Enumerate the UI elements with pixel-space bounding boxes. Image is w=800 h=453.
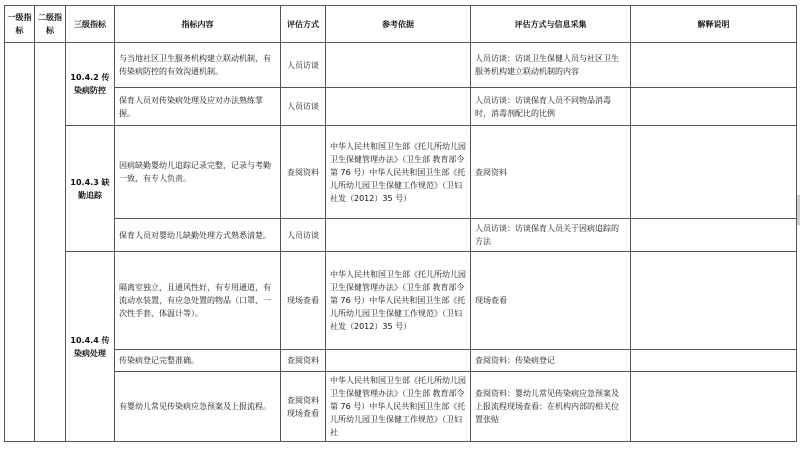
header-method: 评估方式 (281, 6, 326, 43)
content-cell: 隔离室独立，且通风性好，有专用通道，有流动水装置，有应急处置的物品（口罩、一次性手套、体温计等）。 (115, 252, 281, 350)
evaluation-table (4, 5, 797, 442)
content-cell: 保育人员对婴幼儿缺勤处理方式熟悉清楚。 (115, 219, 281, 252)
method-cell: 人员访谈 (281, 88, 326, 126)
explain-cell (631, 43, 797, 88)
content-cell: 有婴幼儿常见传染病应急预案及上报流程。 (115, 372, 281, 442)
basis-cell (326, 43, 471, 88)
table-row (5, 126, 797, 219)
basis-cell: 中华人民共和国卫生部《托儿所幼儿园卫生保健管理办法》（卫生部 教育部令第 76 号）中华人民共和国卫生部《托儿所幼儿园卫生保健工作规范》（卫妇社发（2012）35 号） (326, 252, 471, 350)
table-row (5, 372, 797, 442)
header-content: 指标内容 (115, 6, 281, 43)
explain-cell (631, 372, 797, 442)
collection-cell: 现场查看 (471, 252, 631, 350)
header-level3: 三级指标 (66, 6, 115, 43)
level1-cell (5, 43, 35, 442)
collection-cell: 查阅资料：婴幼儿常见传染病应急预案及上报流程现场查看：在机构内部的相关位置张贴 (471, 372, 631, 442)
collection-cell: 人员访谈：访谈保育人员不同物品消毒时，消毒剂配比的比例 (471, 88, 631, 126)
explain-cell (631, 350, 797, 372)
table-row (5, 43, 797, 88)
table-row (5, 350, 797, 372)
method-cell: 查阅资料 (281, 350, 326, 372)
table-row (5, 219, 797, 252)
explain-cell (631, 126, 797, 219)
level2-cell (35, 43, 66, 442)
table-row (5, 88, 797, 126)
content-cell: 因病缺勤婴幼儿追踪记录完整，记录与考勤一致，有专人负责。 (115, 126, 281, 219)
method-cell: 现场查看 (281, 252, 326, 350)
level3-cell: 10.4.4 传染病处理 (66, 252, 115, 442)
explain-cell (631, 252, 797, 350)
method-cell: 查阅资料 (281, 126, 326, 219)
collection-cell: 人员访谈：访谈保育人员关于因病追踪的方法 (471, 219, 631, 252)
header-basis: 参考依据 (326, 6, 471, 43)
content-cell: 传染病登记完整准确。 (115, 350, 281, 372)
method-cell: 人员访谈 (281, 43, 326, 88)
header-row (5, 6, 797, 43)
method-cell: 人员访谈 (281, 219, 326, 252)
basis-cell (326, 88, 471, 126)
table-row (5, 252, 797, 350)
header-explain: 解释说明 (631, 6, 797, 43)
basis-cell (326, 219, 471, 252)
method-cell: 查阅资料 现场查看 (281, 372, 326, 442)
content-cell: 与当地社区卫生服务机构建立联动机制，有传染病防控的有效沟通机制。 (115, 43, 281, 88)
collection-cell: 查阅资料：传染病登记 (471, 350, 631, 372)
level3-cell: 10.4.2 传染病防控 (66, 43, 115, 126)
collection-cell: 查阅资料 (471, 126, 631, 219)
header-level1: 一级指标 (5, 6, 35, 43)
basis-cell: 中华人民共和国卫生部《托儿所幼儿园卫生保健管理办法》（卫生部 教育部令第 76 号）中华人民共和国卫生部《托儿所幼儿园卫生保健工作规范》（卫妇社 (326, 372, 471, 442)
content-cell: 保育人员对传染病处理及应对办法熟练掌握。 (115, 88, 281, 126)
collection-cell: 人员访谈：访谈卫生保健人员与社区卫生服务机构建立联动机制的内容 (471, 43, 631, 88)
header-level2: 二级指标 (35, 6, 66, 43)
header-collection: 评估方式与信息采集 (471, 6, 631, 43)
explain-cell (631, 219, 797, 252)
explain-cell (631, 88, 797, 126)
basis-cell: 中华人民共和国卫生部《托儿所幼儿园卫生保健管理办法》（卫生部 教育部令第 76 号）中华人民共和国卫生部《托儿所幼儿园卫生保健工作规范》（卫妇社发（2012）35 号） (326, 126, 471, 219)
level3-cell: 10.4.3 缺勤追踪 (66, 126, 115, 252)
basis-cell (326, 350, 471, 372)
